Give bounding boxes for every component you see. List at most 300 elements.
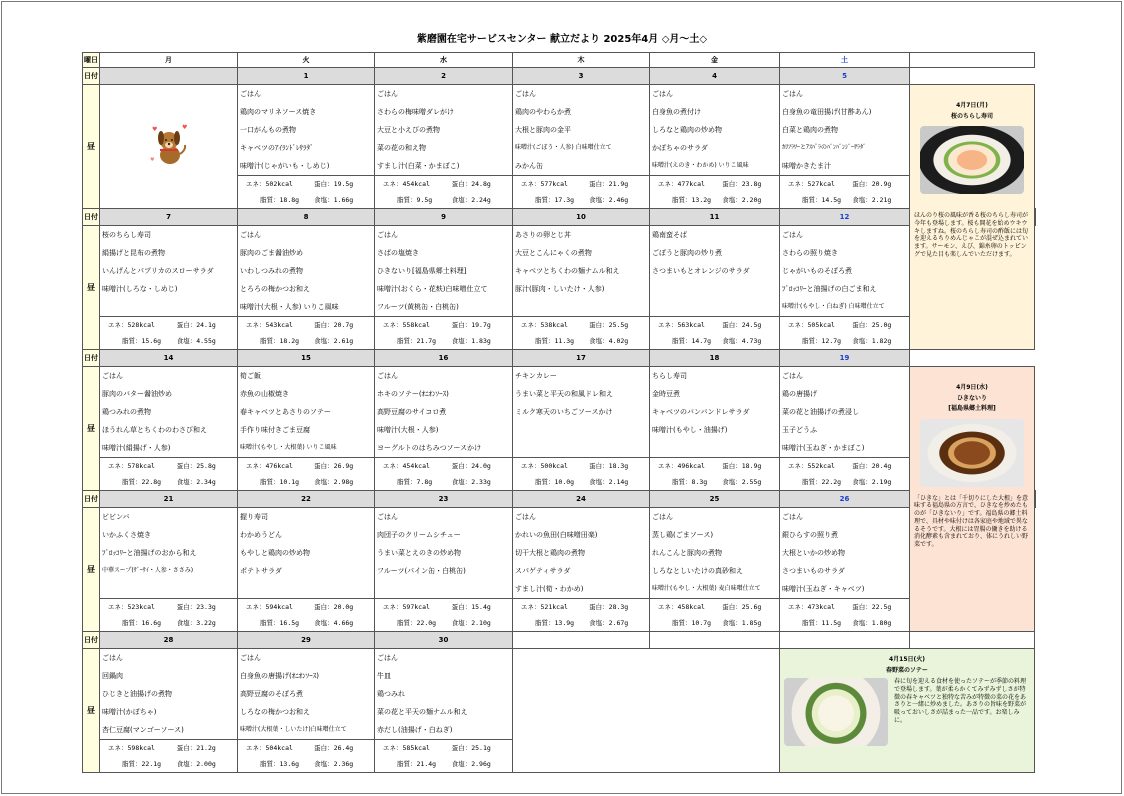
date-cell: 19 [780, 350, 910, 367]
dish-item: すまし汁(筍・わかめ) [515, 585, 584, 593]
dish-item: ごはん [782, 90, 803, 98]
date-blank [1035, 491, 1036, 508]
dish-item: ﾌﾞﾛｯｺﾘｰと油揚げのおから和え [102, 549, 197, 557]
dish-item [513, 421, 649, 439]
salt-value: 食塩：2.33g [451, 478, 491, 486]
date-label: 日付 [83, 350, 100, 367]
energy-value: エネ：477kcal [658, 180, 705, 188]
fat-value: 脂質：16.6g [122, 619, 162, 627]
nutrition-row-2 [100, 474, 237, 490]
protein-value: 蛋白：18.3g [589, 462, 629, 470]
dish-item: さつまいもとオレンジのサラダ [652, 267, 750, 275]
protein-value: 蛋白：15.4g [451, 603, 491, 611]
dish-item: 手作り味付きごま豆腐 [240, 426, 310, 434]
dish-item: キャベツのｱｲﾗﾝﾄﾞﾚｻﾗﾀﾞ [240, 144, 314, 152]
weekday-4: 金 [650, 53, 780, 68]
dish-item: 高野豆腐のそぼろ煮 [240, 690, 303, 698]
date-cell [650, 632, 780, 649]
featured-note-hikinairi [910, 367, 1035, 632]
nutrition-row-2 [513, 192, 649, 208]
nutrition-row-2 [100, 756, 237, 772]
date-cell: 16 [375, 350, 513, 367]
nutrition-info [100, 316, 237, 349]
day-menu [513, 226, 649, 349]
lunch-label: 昼 [83, 367, 100, 491]
dish-item: 杏仁豆腐(マンゴーソース) [102, 726, 184, 734]
nutrition-row-2 [375, 333, 512, 349]
illustration-cell [100, 85, 238, 209]
day-menu [513, 508, 649, 631]
day-menu-cell [238, 508, 375, 632]
lunch-row [83, 649, 1036, 773]
dish-item: すまし汁(白菜・かまぼこ) [377, 162, 460, 170]
salt-value: 食塩：1.83g [451, 337, 491, 345]
fat-value: 脂質：7.8g [397, 478, 433, 486]
weekday-row [83, 53, 1036, 68]
dish-item: 豚汁(豚肉・しいたけ・人参) [515, 285, 605, 293]
salt-value: 食塩：1.66g [314, 196, 354, 204]
salt-value: 食塩：4.66g [314, 619, 354, 627]
protein-value: 蛋白：18.9g [722, 462, 762, 470]
nutrition-row-1 [238, 740, 374, 756]
dish-item: 金時豆煮 [652, 390, 680, 398]
salt-value: 食塩：2.00g [176, 760, 216, 768]
nutrition-row-1 [100, 458, 237, 474]
lunch-label: 昼 [83, 85, 100, 209]
dish-item: 白身魚の唐揚げ(ｵﾆｵﾝｿｰｽ) [240, 672, 319, 680]
nutrition-info [513, 316, 649, 349]
dish-item: 鶏つみれの煮物 [102, 408, 151, 416]
nutrition-row-2 [650, 615, 779, 631]
dish-item: ビビンバ [102, 513, 130, 521]
protein-value: 蛋白：23.3g [176, 603, 216, 611]
nutrition-row-1 [650, 176, 779, 192]
date-label: 日付 [83, 491, 100, 508]
dish-item: 鶏つみれ [377, 690, 405, 698]
nutrition-info [513, 175, 649, 208]
dish-item: かれいの魚田(白味噌田楽) [515, 531, 598, 539]
nutrition-row-2 [100, 615, 237, 631]
date-row [83, 209, 1036, 226]
date-cell: 28 [100, 632, 238, 649]
protein-value: 蛋白：24.5g [722, 321, 762, 329]
nutrition-row-2 [780, 474, 909, 490]
dish-item: ごはん [377, 513, 398, 521]
weekday-5: 土 [780, 53, 910, 68]
dish-item: 蒸し鶏(ごまソース) [652, 531, 714, 539]
nutrition-info [238, 457, 374, 490]
date-blank [910, 632, 1035, 649]
dish-item: 菜の花と平天の麺ナムル和え [377, 708, 468, 716]
nutrition-row-2 [375, 756, 512, 772]
energy-value: エネ：578kcal [108, 462, 155, 470]
fat-value: 脂質：14.5g [802, 196, 842, 204]
nutrition-info [780, 457, 909, 490]
day-menu-cell [513, 85, 650, 209]
day-menu [780, 226, 909, 349]
nutrition-row-1 [780, 317, 909, 333]
day-menu [375, 367, 512, 490]
date-row [83, 68, 1036, 85]
date-cell: 3 [513, 68, 650, 85]
nutrition-row-1 [513, 458, 649, 474]
svg-text:♥: ♥ [149, 156, 154, 163]
dish-item: ごはん [652, 90, 673, 98]
day-menu-cell [513, 226, 650, 350]
dish-item: 菜の花と油揚げの煮浸し [782, 408, 859, 416]
dish-item: 味噌汁(大根・人参) いりこ風味 [240, 303, 339, 311]
dish-item: いわしつみれの煮物 [240, 267, 303, 275]
dish-item: みかん缶 [515, 162, 543, 170]
energy-value: エネ：527kcal [788, 180, 835, 188]
dish-item: ごはん [515, 90, 536, 98]
salt-value: 食塩：2.46g [589, 196, 629, 204]
protein-value: 蛋白：20.9g [852, 180, 892, 188]
dish-item: 回鍋肉 [102, 672, 123, 680]
energy-value: エネ：528kcal [108, 321, 155, 329]
dish-item: 赤だし(油揚げ・白ねぎ) [377, 726, 453, 734]
dish-item: ｶﾘﾌﾗﾜｰとｱｽﾊﾟﾗのﾊﾞﾝﾊﾞﾝｼﾞｰｻﾗﾀﾞ [782, 144, 867, 151]
day-menu-cell [780, 226, 910, 350]
energy-value: エネ：552kcal [788, 462, 835, 470]
day-menu [100, 226, 237, 349]
dish-item: ごはん [377, 654, 398, 662]
day-menu-cell [650, 226, 780, 350]
nutrition-info [375, 175, 512, 208]
dish-item: かぼちゃのサラダ [652, 144, 708, 152]
nutrition-row-2 [513, 474, 649, 490]
nutrition-row-1 [375, 176, 512, 192]
protein-value: 蛋白：22.5g [852, 603, 892, 611]
date-cell: 22 [238, 491, 375, 508]
day-menu-cell [780, 85, 910, 209]
date-row [83, 350, 1036, 367]
dish-item: 春キャベツとあさりのソテー [240, 408, 331, 416]
day-menu [100, 649, 237, 772]
dish-item [650, 280, 779, 298]
date-row [83, 491, 1036, 508]
dish-item: 味噌汁(えのき・わかめ) いりこ風味 [652, 162, 749, 169]
dish-item: さばの塩焼き [377, 249, 419, 257]
date-cell: 18 [650, 350, 780, 367]
weekday-3: 木 [513, 53, 650, 68]
fat-value: 脂質：22.8g [122, 478, 162, 486]
note-date: 4月15日(火) [888, 656, 925, 663]
lunch-row [83, 85, 1036, 209]
nutrition-row-2 [375, 615, 512, 631]
note-dish-name: 桜のちらし寿司 [950, 112, 993, 120]
dish-item: いかふくさ焼き [102, 531, 151, 539]
day-menu [513, 367, 649, 490]
energy-value: エネ：502kcal [246, 180, 293, 188]
spring-saute-photo [784, 678, 888, 746]
day-menu [238, 649, 374, 772]
fat-value: 脂質：11.5g [802, 619, 842, 627]
protein-value: 蛋白：19.5g [314, 180, 354, 188]
energy-value: エネ：473kcal [788, 603, 835, 611]
day-menu-cell [100, 508, 238, 632]
nutrition-row-2 [238, 615, 374, 631]
dish-item: 豚肉のバター醤油炒め [102, 390, 172, 398]
dish-item: れんこんと豚肉の煮物 [652, 549, 722, 557]
dish-item: ごはん [377, 372, 398, 380]
nutrition-info [238, 598, 374, 631]
dish-item: 高野豆腐のサイコロ煮 [377, 408, 447, 416]
dish-item: いんげんとパプリカのスローサラダ [102, 267, 214, 275]
nutrition-row-2 [650, 192, 779, 208]
dish-item: チキンカレー [515, 372, 557, 380]
dish-item: 牛皿 [377, 672, 391, 680]
dish-item: スパゲティサラダ [515, 567, 571, 575]
dish-item: 大根と豚肉の金平 [515, 126, 571, 134]
day-menu [238, 367, 374, 490]
date-cell: 8 [238, 209, 375, 226]
day-menu-cell [375, 85, 513, 209]
dish-item [513, 298, 649, 316]
salt-value: 食塩：2.67g [589, 619, 629, 627]
fat-value: 脂質：17.3g [535, 196, 575, 204]
lunch-label: 昼 [83, 649, 100, 773]
dish-item: 味噌汁(絹揚げ・人参) [102, 444, 171, 452]
salt-value: 食塩：1.82g [852, 337, 892, 345]
date-cell: 4 [650, 68, 780, 85]
note-dish-name: 春野菜のソテー [886, 666, 928, 674]
salt-value: 食塩：2.96g [451, 760, 491, 768]
date-label: 日付 [83, 209, 100, 226]
day-menu-cell [100, 649, 238, 773]
dish-item: 筍ご飯 [240, 372, 261, 380]
nutrition-row-2 [375, 192, 512, 208]
dish-item: ごはん [240, 90, 261, 98]
day-menu-cell [650, 367, 780, 491]
energy-value: エネ：500kcal [521, 462, 568, 470]
dish-item: うまい菜と平天の和風ドレ和え [515, 390, 613, 398]
dish-item: 銀ひらすの照り煮 [782, 531, 838, 539]
energy-value: エネ：521kcal [521, 603, 568, 611]
protein-value: 蛋白：20.7g [314, 321, 354, 329]
dish-item: ごはん [240, 231, 261, 239]
salt-value: 食塩：1.80g [852, 619, 892, 627]
dog-illustration-icon [144, 121, 194, 171]
nutrition-info [780, 175, 909, 208]
day-menu-cell [238, 226, 375, 350]
dish-item: 味噌かきたま汁 [782, 162, 831, 170]
featured-note-sakura-sushi [910, 85, 1035, 350]
nutrition-info [100, 457, 237, 490]
protein-value: 蛋白：19.7g [451, 321, 491, 329]
dish-item: ほうれん草とちくわのわさび和え [102, 426, 207, 434]
dish-item: 味噌汁(もやし・油揚げ) [652, 426, 728, 434]
date-cell: 14 [100, 350, 238, 367]
dish-item: 味噌汁(おくら・花麸)白味噌仕立て [377, 285, 488, 293]
salt-value: 食塩：2.98g [314, 478, 354, 486]
date-cell: 26 [780, 491, 910, 508]
fat-value: 脂質：22.2g [802, 478, 842, 486]
dish-item: ひきないり[福島県郷土料理] [377, 267, 467, 275]
nutrition-row-1 [780, 176, 909, 192]
nutrition-row-1 [513, 176, 649, 192]
date-cell: 10 [513, 209, 650, 226]
menu-calendar-table [82, 52, 1036, 773]
nutrition-row-1 [100, 317, 237, 333]
fat-value: 脂質：11.3g [535, 337, 575, 345]
fat-value: 脂質：13.6g [260, 760, 300, 768]
dish-item: 赤魚の山椒焼き [240, 390, 289, 398]
fat-value: 脂質：21.4g [397, 760, 437, 768]
nutrition-row-1 [375, 599, 512, 615]
energy-value: エネ：538kcal [521, 321, 568, 329]
salt-value: 食塩：2.36g [314, 760, 354, 768]
nutrition-row-2 [238, 756, 374, 772]
empty-cell [513, 649, 780, 773]
dish-item: ごはん [782, 513, 803, 521]
dish-item: 白身魚の煮付け [652, 108, 701, 116]
date-label: 日付 [83, 68, 100, 85]
date-cell: 30 [375, 632, 513, 649]
date-cell: 2 [375, 68, 513, 85]
dish-item: 味噌汁(大根葉・しいたけ)白味噌仕立て [240, 726, 347, 733]
day-menu-cell [238, 85, 375, 209]
fat-value: 脂質：22.1g [122, 760, 162, 768]
salt-value: 食塩：4.02g [589, 337, 629, 345]
energy-value: エネ：523kcal [108, 603, 155, 611]
nutrition-info [100, 739, 237, 772]
dish-item: 豚肉のごま醤油炒め [240, 249, 303, 257]
nutrition-row-2 [100, 333, 237, 349]
nutrition-row-2 [238, 192, 374, 208]
salt-value: 食塩：2.24g [451, 196, 491, 204]
dish-item: 味噌汁(ごぼう・人参) 白味噌仕立て [515, 144, 612, 151]
nutrition-info [100, 598, 237, 631]
dish-item: フルーツ(パイン缶・白桃缶) [377, 567, 466, 575]
nutrition-row-1 [238, 458, 374, 474]
dish-item: しろなの梅かつお和え [240, 708, 310, 716]
dish-item: ごぼうと豚肉の炒り煮 [652, 249, 722, 257]
day-menu-cell [780, 367, 910, 491]
dish-item: 味噌汁(かぼちゃ) [102, 708, 157, 716]
svg-text:♥: ♥ [151, 125, 157, 133]
protein-value: 蛋白：21.9g [589, 180, 629, 188]
protein-value: 蛋白：20.0g [314, 603, 354, 611]
day-menu-cell [650, 508, 780, 632]
energy-value: エネ：543kcal [246, 321, 293, 329]
day-menu [375, 85, 512, 208]
dish-item: もやしと鶏肉の炒め物 [240, 549, 310, 557]
weekday-label: 曜日 [83, 53, 100, 68]
day-menu-cell [100, 367, 238, 491]
day-menu [238, 508, 374, 631]
note-text: 春に旬を迎える食材を使ったソテーが季節の料理で登場します。葉が柔らかくてみずみずしさが特徴の春キャベツと独特な苦みが特徴の菜の花をあさりと一緒に炒めました。あさりの旨味を野菜が吸っておいしさが詰まった一品です。お楽しみに。 [894, 678, 1027, 724]
dish-item: 味噌汁(もやし・大根葉) いりこ風味 [240, 444, 337, 451]
dish-item: ごはん [102, 654, 123, 662]
salt-value: 食塩：4.55g [176, 337, 216, 345]
dish-item: 玉子どうふ [782, 426, 817, 434]
nutrition-row-2 [513, 615, 649, 631]
nutrition-row-2 [780, 333, 909, 349]
nutrition-row-1 [513, 599, 649, 615]
salt-value: 食塩：2.19g [852, 478, 892, 486]
day-menu-cell [375, 226, 513, 350]
note-dish-name: ひきないり [956, 394, 987, 402]
nutrition-row-2 [650, 333, 779, 349]
protein-value: 蛋白：20.4g [852, 462, 892, 470]
protein-value: 蛋白：24.0g [451, 462, 491, 470]
nutrition-info [650, 598, 779, 631]
dish-item [650, 439, 779, 457]
nutrition-row-2 [238, 333, 374, 349]
nutrition-row-2 [780, 615, 909, 631]
energy-value: エネ：458kcal [658, 603, 705, 611]
nutrition-info [375, 598, 512, 631]
dish-item: 中華スープ(ｻﾞｰｻｲ・人参・ささみ) [102, 567, 194, 574]
dish-item: ごはん [240, 654, 261, 662]
salt-value: 食塩：2.61g [314, 337, 354, 345]
dish-item: ごはん [102, 372, 123, 380]
nutrition-row-1 [100, 740, 237, 756]
day-menu [238, 85, 374, 208]
day-menu [650, 85, 779, 208]
dish-item: しろなと鶏肉の炒め物 [652, 126, 722, 134]
energy-value: エネ：594kcal [246, 603, 293, 611]
fat-value: 脂質：15.6g [122, 337, 162, 345]
nutrition-row-1 [238, 176, 374, 192]
page-title: 紫磨園在宅サービスセンター 献立だより 2025年4月 ◇月～土◇ [416, 34, 708, 45]
fat-value: 脂質：21.7g [397, 337, 437, 345]
salt-value: 食塩：1.85g [722, 619, 762, 627]
nutrition-row-1 [375, 458, 512, 474]
day-menu [780, 508, 909, 631]
nutrition-row-2 [650, 474, 779, 490]
sakura-sushi-photo [920, 126, 1024, 194]
lunch-row [83, 508, 1036, 632]
nutrition-info [780, 316, 909, 349]
nutrition-row-1 [100, 599, 237, 615]
fat-value: 脂質：18.8g [260, 196, 300, 204]
day-menu [100, 367, 237, 490]
weekday-0: 月 [100, 53, 238, 68]
dish-item: ごはん [782, 372, 803, 380]
energy-value: エネ：504kcal [246, 744, 293, 752]
date-cell: 21 [100, 491, 238, 508]
dish-item: 鶏肉のマリネソース焼き [240, 108, 317, 116]
featured-note-spring-saute [780, 649, 1035, 773]
dish-item: 大根といかの炒め物 [782, 549, 845, 557]
energy-value: エネ：597kcal [383, 603, 430, 611]
fat-value: 脂質：10.1g [260, 478, 300, 486]
salt-value: 食塩：2.34g [176, 478, 216, 486]
lunch-label: 昼 [83, 226, 100, 350]
dish-item: あさりの卵とじ丼 [515, 231, 571, 239]
dish-item: しろなとしいたけの真砂和え [652, 567, 743, 575]
energy-value: エネ：598kcal [108, 744, 155, 752]
fat-value: 脂質：18.2g [260, 337, 300, 345]
salt-value: 食塩：2.20g [722, 196, 762, 204]
protein-value: 蛋白：24.1g [176, 321, 216, 329]
dish-item: 鶏肉のやわらか煮 [515, 108, 571, 116]
note-text: ほんのり桜の風味が香る桜のちらし寿司が今年も登場します。桜も開花を始めウキウキしますね。桜のちらし寿司の酢飯には旬を迎えるちりめんじゃこが混ぜ込まれています。サーモン、えび、錦糸卵のトッピングで見た目も楽しんでいただけます。 [914, 212, 1029, 258]
protein-value: 蛋白：24.8g [451, 180, 491, 188]
dish-item: 大豆と小えびの煮物 [377, 126, 440, 134]
nutrition-row-2 [238, 474, 374, 490]
dish-item: ちらし寿司 [652, 372, 687, 380]
date-cell: 9 [375, 209, 513, 226]
dish-item [513, 439, 649, 457]
nutrition-info [650, 457, 779, 490]
day-menu-cell [100, 226, 238, 350]
energy-value: エネ：585kcal [383, 744, 430, 752]
energy-value: エネ：476kcal [246, 462, 293, 470]
day-menu-cell [513, 508, 650, 632]
